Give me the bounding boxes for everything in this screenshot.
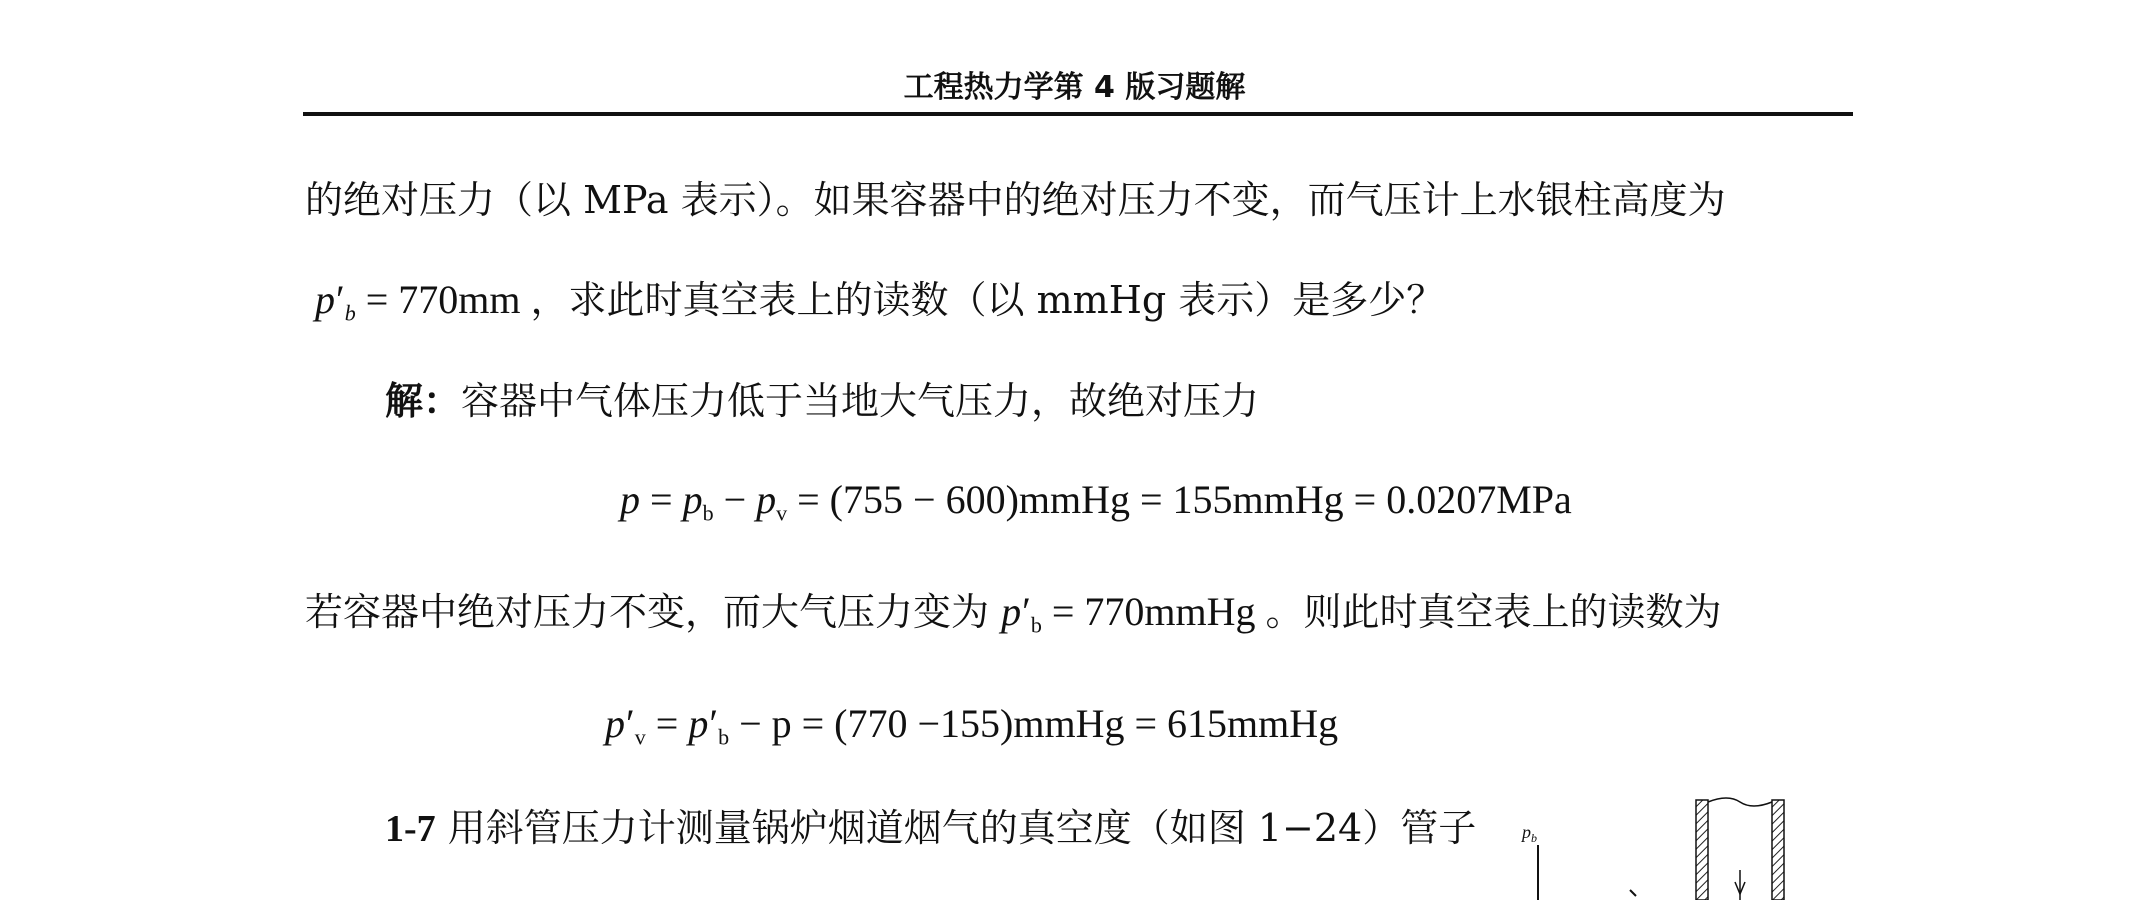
eq1-pv-sub: v	[776, 500, 788, 526]
eq2-pv-sub: v	[634, 724, 646, 750]
eq2-pb-prime: ′	[709, 701, 719, 746]
solution-line	[385, 378, 1259, 425]
eq2-pb-sub: b	[718, 724, 730, 750]
prime-mark: ′	[336, 277, 345, 322]
equation-pb-prime	[315, 277, 531, 326]
eq1-pb: p	[682, 477, 703, 522]
paragraph-2	[305, 588, 1722, 639]
pipe-right-wall	[1772, 800, 1784, 900]
paragraph-line-1: 的绝对压力（以 MPa 表示）。如果容器中的绝对压力不变，而气压计上水银柱高度为	[305, 178, 1726, 222]
paragraph-2-tail: 。则此时真空表上的读数为	[1265, 590, 1722, 634]
eq1-pv: p	[756, 477, 777, 522]
page-header-title: 工程热力学第 4 版习题解	[903, 70, 1246, 105]
eq1-pb-sub: b	[702, 500, 714, 526]
solution-label: 解：	[385, 378, 462, 423]
equation-2	[605, 700, 1338, 751]
pipe-top-curve	[1708, 798, 1772, 806]
paragraph-line-2-tail: ，求此时真空表上的读数（以 mmHg 表示）是多少？	[530, 278, 1445, 322]
figure-1-24	[1500, 790, 1840, 900]
p2-prime: ′	[1022, 589, 1031, 634]
equation-rhs: = 770mm	[365, 277, 521, 322]
equation-1	[620, 476, 1572, 527]
pipe-left-wall	[1696, 800, 1708, 900]
p2-pb-sub: b	[1030, 612, 1042, 638]
paragraph-line-2	[315, 276, 1444, 327]
symbol-p: p	[315, 277, 335, 322]
paragraph-2-text: 若容器中绝对压力不变，而大气压力变为	[305, 590, 990, 634]
figure-label-pb: $p_b$	[1522, 822, 1537, 845]
p2-pb: p	[1001, 589, 1022, 634]
p2-value: = 770mmHg	[1051, 589, 1256, 634]
eq2-pb: p	[688, 701, 709, 746]
paragraph-2-math	[1001, 589, 1265, 638]
header-rule	[303, 112, 1853, 116]
eq1-minus: −	[723, 477, 747, 522]
subscript-b: b	[344, 300, 356, 326]
eq1-p: p	[620, 477, 640, 522]
solution-text: 容器中气体压力低于当地大气压力，故绝对压力	[461, 379, 1260, 423]
problem-number: 1-7	[385, 808, 436, 850]
problem-1-7-line	[385, 806, 1476, 853]
problem-text: 用斜管压力计测量锅炉烟道烟气的真空度（如图 1−24）管子	[447, 806, 1477, 850]
eq1-equals: =	[650, 477, 673, 522]
eq2-rest: − p = (770 −155)mmHg = 615mmHg	[739, 701, 1339, 746]
tube-stub	[1630, 890, 1636, 896]
eq2-pv: p	[605, 701, 625, 746]
eq2-pv-prime: ′	[626, 701, 635, 746]
eq2-equals: =	[655, 701, 679, 746]
eq1-rest: = (755 − 600)mmHg = 155mmHg = 0.0207MPa	[797, 477, 1572, 522]
